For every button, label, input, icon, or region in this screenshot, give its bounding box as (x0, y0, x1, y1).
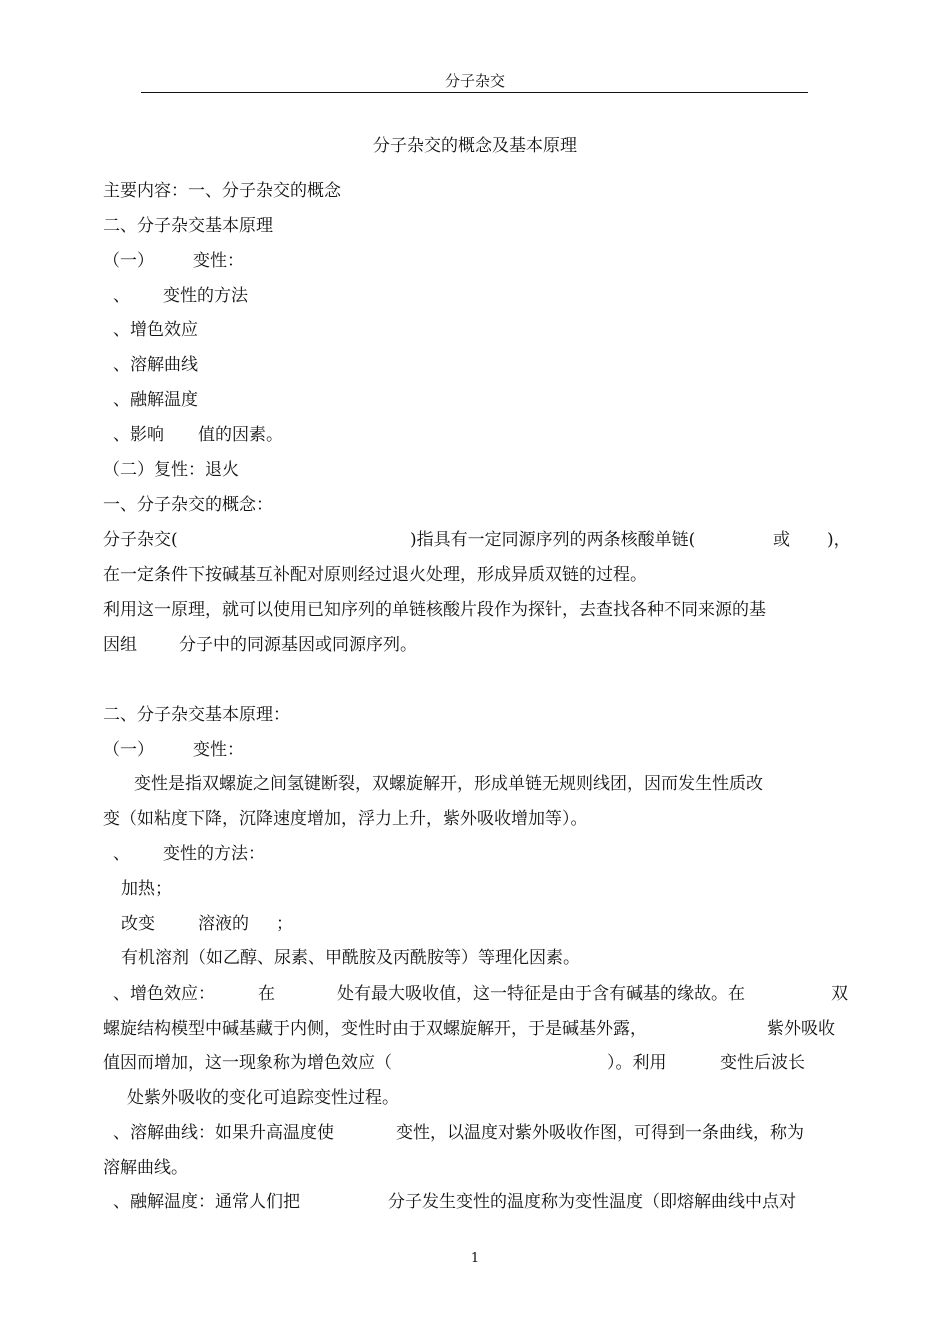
section2-heading: 二、分子杂交基本原理： (103, 705, 290, 725)
outline-principles: 二、分子杂交基本原理 (103, 216, 273, 236)
outline-renature: （二）复性：退火 (103, 460, 239, 480)
section1-line2: 在一定条件下按碱基互补配对原则经过退火处理，形成异质双链的过程。 (103, 565, 647, 585)
outline-factors-a: 、影响 (113, 425, 164, 445)
section1-p1a: 分子杂交( (103, 530, 178, 550)
temp-1b: 分子发生变性的温度称为变性温度（即熔解曲线中点对 (388, 1192, 796, 1212)
hyperchromic-3c: 变性后波长 (720, 1053, 805, 1073)
hyperchromic-1a: 、增色效应： (113, 984, 215, 1004)
hyperchromic-line4: 处紫外吸收的变化可追踪变性过程。 (127, 1088, 399, 1108)
method-solution-c: ； (276, 914, 293, 934)
hyperchromic-1d: 双 (831, 984, 848, 1004)
outline-denature-num: （一） (103, 251, 154, 271)
header-rule (141, 92, 808, 93)
section1-p4a: 因组 (103, 635, 137, 655)
outline-melting-temp: 、融解温度 (113, 390, 198, 410)
section1-p1b: )指具有一定同源序列的两条核酸单链( (410, 530, 696, 550)
section2-def1: 变性是指双螺旋之间氢键断裂，双螺旋解开，形成单链无规则线团，因而发生性质改 (134, 774, 763, 794)
section2-def2: 变（如粘度下降，沉降速度增加，浮力上升，紫外吸收增加等）。 (103, 809, 588, 829)
section2-sub-a: （一） (103, 740, 154, 760)
hyperchromic-3a: 值因而增加，这一现象称为增色效应（ (103, 1053, 392, 1073)
hyperchromic-1c: 处有最大吸收值，这一特征是由于含有碱基的缘故。在 (337, 984, 745, 1004)
curve-1b: 变性，以温度对紫外吸收作图，可得到一条曲线，称为 (396, 1123, 804, 1143)
section1-p1d: )， (827, 530, 851, 550)
curve-1a: 、溶解曲线：如果升高温度使 (113, 1123, 334, 1143)
section2-methods-a: 、 (113, 844, 130, 864)
section1-line3: 利用这一原理，就可以使用已知序列的单链核酸片段作为探针，去查找各种不同来源的基 (103, 600, 766, 620)
document-title: 分子杂交的概念及基本原理 (373, 136, 577, 156)
section1-heading: 一、分子杂交的概念： (103, 495, 273, 515)
section1-p1c: 或 (773, 530, 790, 550)
outline-denature-label: 变性： (193, 251, 244, 271)
running-header: 分子杂交 (444, 72, 505, 90)
method-solution-a: 改变 (121, 914, 155, 934)
section2-sub-b: 变性： (193, 740, 244, 760)
outline-hyperchromic: 、增色效应 (113, 320, 198, 340)
hyperchromic-2a: 螺旋结构模型中碱基藏于内侧，变性时由于双螺旋解开，于是碱基外露， (103, 1019, 647, 1039)
method-heat: 加热； (121, 879, 172, 899)
hyperchromic-1b: 在 (258, 984, 275, 1004)
method-organic: 有机溶剂（如乙醇、尿素、甲酰胺及丙酰胺等）等理化因素。 (121, 948, 580, 968)
curve-line2: 溶解曲线。 (103, 1158, 188, 1178)
outline-methods-prefix: 、 (113, 286, 130, 306)
page-number: 1 (470, 1251, 480, 1266)
outline-main: 主要内容：一、分子杂交的概念 (103, 181, 341, 201)
method-solution-b: 溶液的 (198, 914, 249, 934)
hyperchromic-3b: ）。利用 (607, 1053, 667, 1073)
section1-p4b: 分子中的同源基因或同源序列。 (179, 635, 417, 655)
hyperchromic-2b: 紫外吸收 (767, 1019, 835, 1039)
section2-methods-b: 变性的方法： (163, 844, 265, 864)
outline-factors-b: 值的因素。 (198, 425, 283, 445)
outline-methods-label: 变性的方法 (163, 286, 248, 306)
temp-1a: 、融解温度：通常人们把 (113, 1192, 300, 1212)
outline-melting-curve: 、溶解曲线 (113, 355, 198, 375)
